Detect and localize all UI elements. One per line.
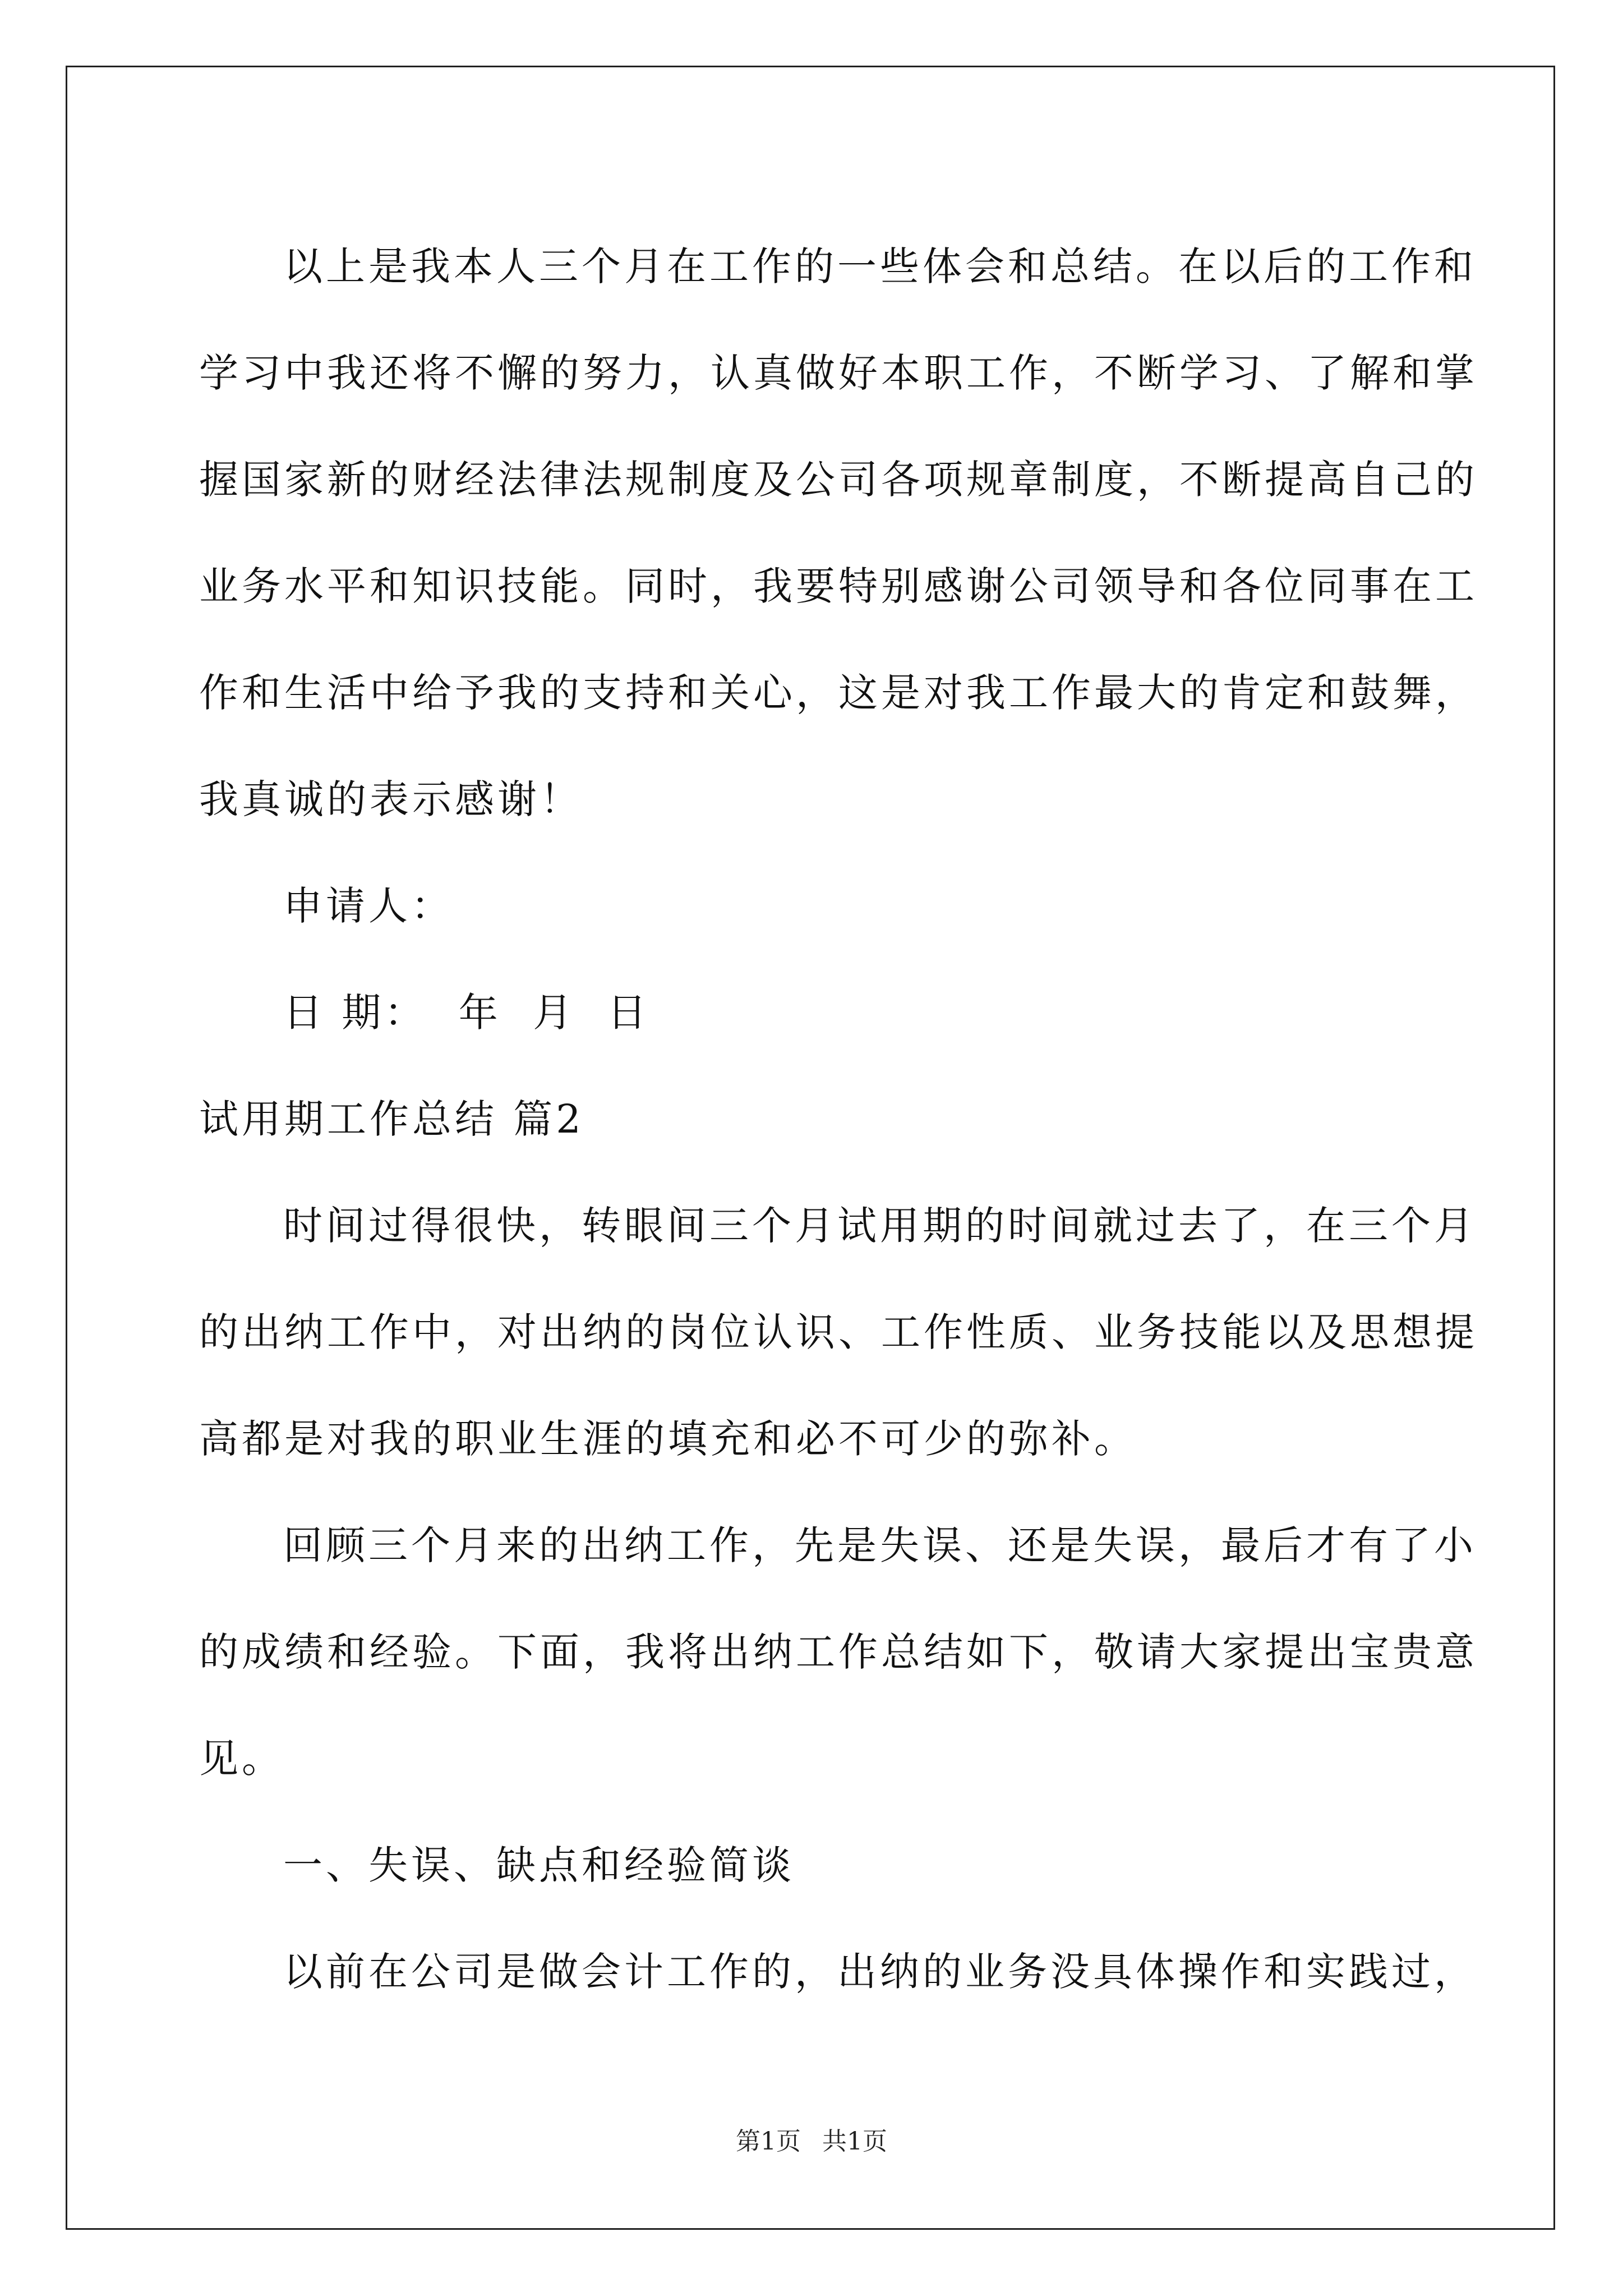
text-line: 回顾三个月来的出纳工作，先是失误、还是失误，最后才有了小: [283, 1522, 1477, 1568]
page-total: 共1页: [822, 2127, 887, 2156]
text-line: 的出纳工作中，对出纳的岗位认识、工作性质、业务技能以及思想提: [199, 1309, 1478, 1355]
page-number: 第1页: [736, 2127, 801, 2156]
text-line: 的成绩和经验。下面，我将出纳工作总结如下，敬请大家提出宝贵意: [199, 1629, 1478, 1675]
text-line: 以前在公司是做会计工作的，出纳的业务没具体操作和实践过，: [283, 1949, 1477, 1995]
text-line: 时间过得很快，转眼间三个月试用期的时间就过去了，在三个月: [283, 1203, 1477, 1249]
applicant-label: 申请人：: [283, 883, 454, 929]
text-line: 我真诚的表示感谢！: [199, 776, 583, 822]
section-heading: 试用期工作总结 篇2: [199, 1096, 584, 1142]
text-line: 见。: [199, 1736, 284, 1782]
document-body: [199, 213, 1478, 2025]
text-line: 握国家新的财经法律法规制度及公司各项规章制度，不断提高自己的: [199, 457, 1478, 503]
text-line: 学习中我还将不懈的努力，认真做好本职工作，不断学习、了解和掌: [199, 350, 1478, 396]
text-line: 作和生活中给予我的支持和关心，这是对我工作最大的肯定和鼓舞，: [199, 670, 1478, 716]
text-line: 高都是对我的职业生涯的填充和必不可少的弥补。: [199, 1416, 1137, 1462]
text-line: 以上是我本人三个月在工作的一些体会和总结。在以后的工作和: [283, 243, 1477, 289]
text-line: 业务水平和知识技能。同时，我要特别感谢公司领导和各位同事在工: [199, 563, 1478, 609]
subsection-heading: 一、失误、缺点和经验简谈: [283, 1842, 795, 1888]
page-footer: [0, 2125, 1623, 2159]
date-label: 日 期： 年 月 日: [283, 990, 650, 1036]
